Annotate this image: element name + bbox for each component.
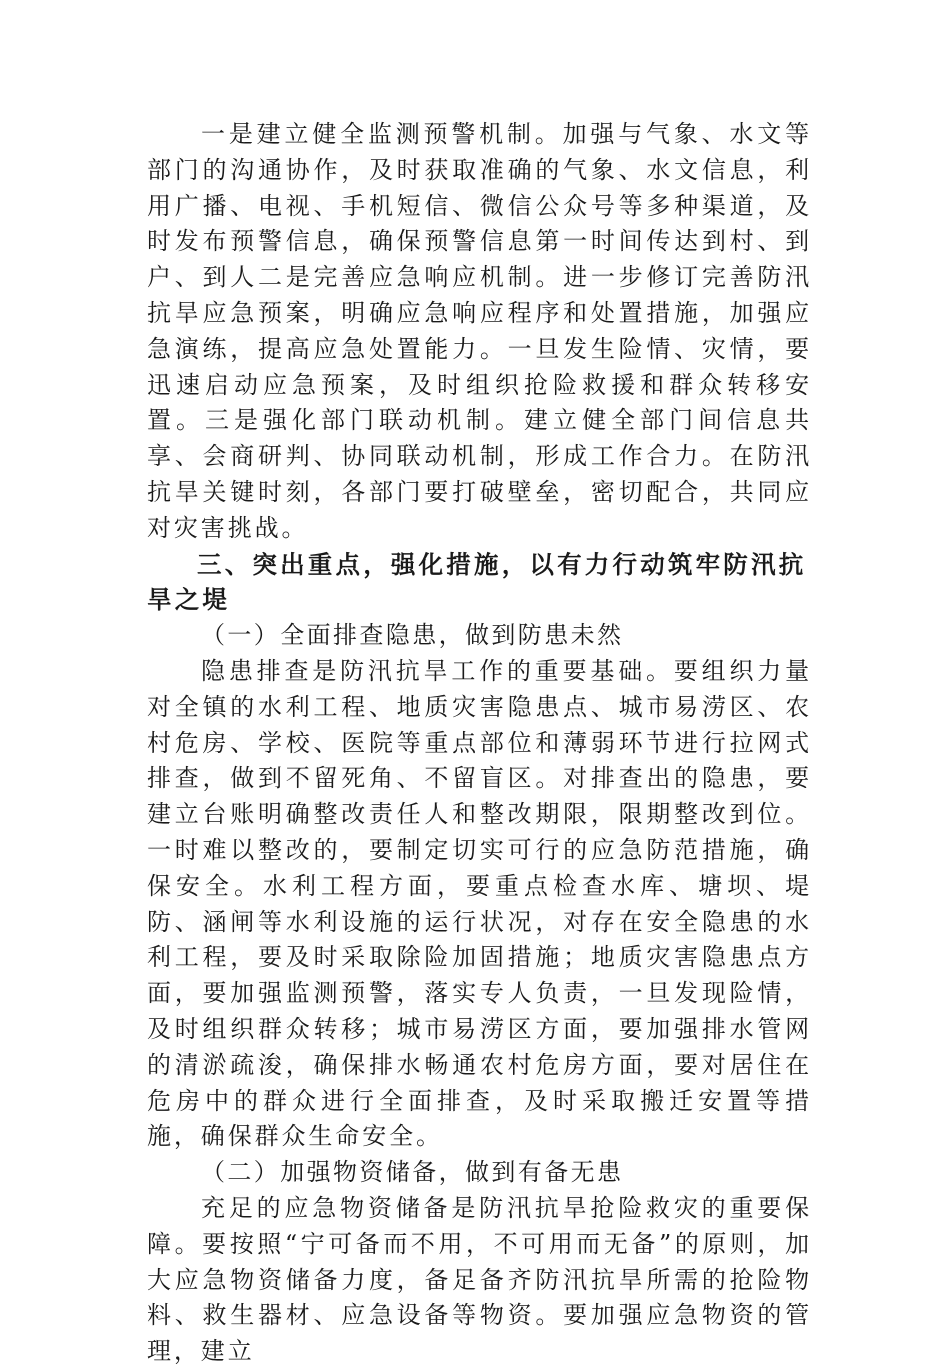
section-heading-three: 三、突出重点，强化措施，以有力行动筑牢防汛抗旱之堤 bbox=[147, 549, 807, 615]
body-paragraph-mechanisms: 一是建立健全监测预警机制。加强与气象、水文等部门的沟通协作，及时获取准确的气象、水文信息，利用广播、电视、手机短信、微信公众号等多种渠道，及时发布预警信息，确保预警信息第一时间传达到村、到户、到人二是完善应急响应机制。进一步修订完善防汛抗旱应急预案，明确应急响应程序和处置措施，加强应急演练，提高应急处置能力。一旦发生险情、灾情，要迅速启动应急预案，及时组织抢险救援和群众转移安置。三是强化部门联动机制。建立健全部门间信息共享、会商研判、协同联动机制，形成工作合力。在防汛抗旱关键时刻，各部门要打破壁垒，密切配合，共同应对灾害挑战。 bbox=[147, 120, 812, 542]
subsection-heading-one: （一）全面排查隐患，做到防患未然 bbox=[201, 621, 624, 650]
body-paragraph-hazard-inspection: 隐患排查是防汛抗旱工作的重要基础。要组织力量对全镇的水利工程、地质灾害隐患点、城市易涝区、农村危房、学校、医院等重点部位和薄弱环节进行拉网式排查，做到不留死角、不留盲区。对排查出的隐患，要建立台账明确整改责任人和整改期限，限期整改到位。一时难以整改的，要制定切实可行的应急防范措施，确保安全。水利工程方面，要重点检查水库、塘坝、堤防、涵闸等水利设施的运行状况，对存在安全隐患的水利工程，要及时采取除险加固措施；地质灾害隐患点方面，要加强监测预警，落实专人负责，一旦发现险情，及时组织群众转移；城市易涝区方面，要加强排水管网的清淤疏浚，确保排水畅通农村危房方面，要对居住在危房中的群众进行全面排查，及时采取搬迁安置等措施，确保群众生命安全。 bbox=[147, 656, 812, 1151]
subsection-heading-two: （二）加强物资储备，做到有备无患 bbox=[201, 1158, 624, 1187]
body-paragraph-material-reserve: 充足的应急物资储备是防汛抗旱抢险救灾的重要保障。要按照“宁可备而不用，不可用而无备”的原则，加大应急物资储备力度，备足备齐防汛抗旱所需的抢险物料、救生器材、应急设备等物资。要加强应急物资的管理，建立 bbox=[147, 1193, 812, 1366]
document-page bbox=[147, 117, 812, 1370]
